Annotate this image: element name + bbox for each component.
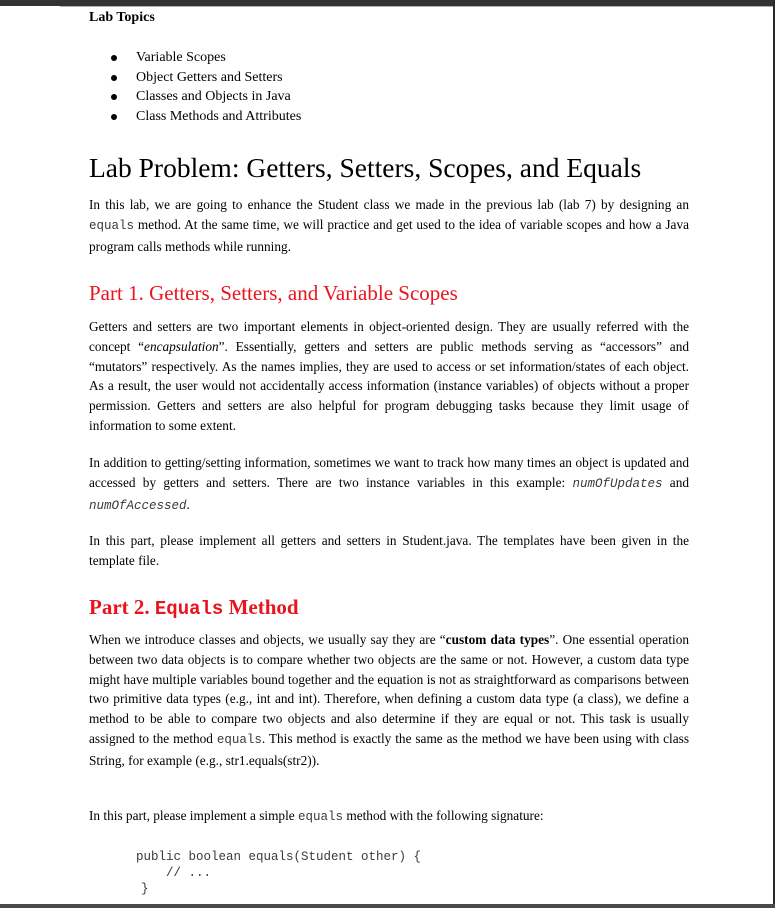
part2-paragraph-1: When we introduce classes and objects, we usually say they are “custom data types”. One essential operation between two data objects is to compare whether two objects are the same or not. However, a custom data type might have multiple variables bound together and the equation is not as straightforward as comparisons between two primitive data types (e.g., int and int). Therefore, when defining a custom data type (a class), we define a method to be able to compare two objects and also determine if they are equal or not. This task is usually assigned to the method equals. This method is exactly the same as the method we have been using with class String, for example (e.g., str1.equals(str2)). — [89, 632, 689, 768]
bottom-edge-bar — [0, 904, 775, 908]
list-item: Variable Scopes — [111, 48, 301, 68]
part1-paragraph-2: In addition to getting/setting information, sometimes we want to track how many times an object is updated and accessed by getters and setters. There are two instance variables in this example: numOfUpdates and numOfAccessed. — [89, 455, 689, 513]
problem-title: Lab Problem: Getters, Setters, Scopes, and Equals — [89, 152, 642, 183]
part1-heading: Part 1. Getters, Setters, and Variable Scopes — [89, 281, 458, 305]
part1-paragraph-1: Getters and setters are two important elements in object-oriented design. They are usually referred with the concept “encapsulation”. Essentially, getters and setters are public methods serving as “accessors” and “mutators” respectively. As the names implies, they are used to access or set information/states of each object. As a result, the user would not accidentally access information (instance variables) of objects without a proper permission. Getters and setters are also helpful for program debugging tasks because they limit usage of information to some extent. — [89, 319, 689, 433]
bullet-icon — [111, 114, 117, 120]
intro-paragraph: In this lab, we are going to enhance the Student class we made in the previous lab (lab 7) by designing an equals method. At the same time, we will practice and get used to the idea of variable scopes and how a Java program calls methods while running. — [89, 197, 689, 254]
bullet-icon — [111, 94, 117, 100]
bullet-icon — [111, 55, 117, 61]
list-item: Object Getters and Setters — [111, 68, 301, 88]
part1-paragraph-3: In this part, please implement all getters and setters in Student.java. The templates have been given in the template file. — [89, 533, 689, 568]
num-of-accessed-code: numOfAccessed — [89, 498, 187, 513]
lab-topics-list — [111, 48, 301, 127]
top-edge-rule — [60, 6, 775, 7]
code-comment-line: // ... — [136, 866, 212, 880]
code-signature-line: public boolean equals(Student other) { — [136, 850, 422, 864]
code-closing-brace: } — [141, 882, 149, 896]
list-item: Classes and Objects in Java — [111, 87, 301, 107]
list-item: Class Methods and Attributes — [111, 107, 301, 127]
equals-code: equals — [89, 218, 135, 233]
part2-heading: Part 2. Equals Method — [89, 595, 299, 620]
equals-code: equals — [298, 810, 344, 824]
lab-topics-title: Lab Topics — [89, 10, 155, 25]
equals-code: equals — [216, 732, 262, 747]
part2-paragraph-2: In this part, please implement a simple equals method with the following signature: — [89, 808, 544, 824]
num-of-updates-code: numOfUpdates — [572, 476, 663, 491]
bullet-icon — [111, 75, 117, 81]
